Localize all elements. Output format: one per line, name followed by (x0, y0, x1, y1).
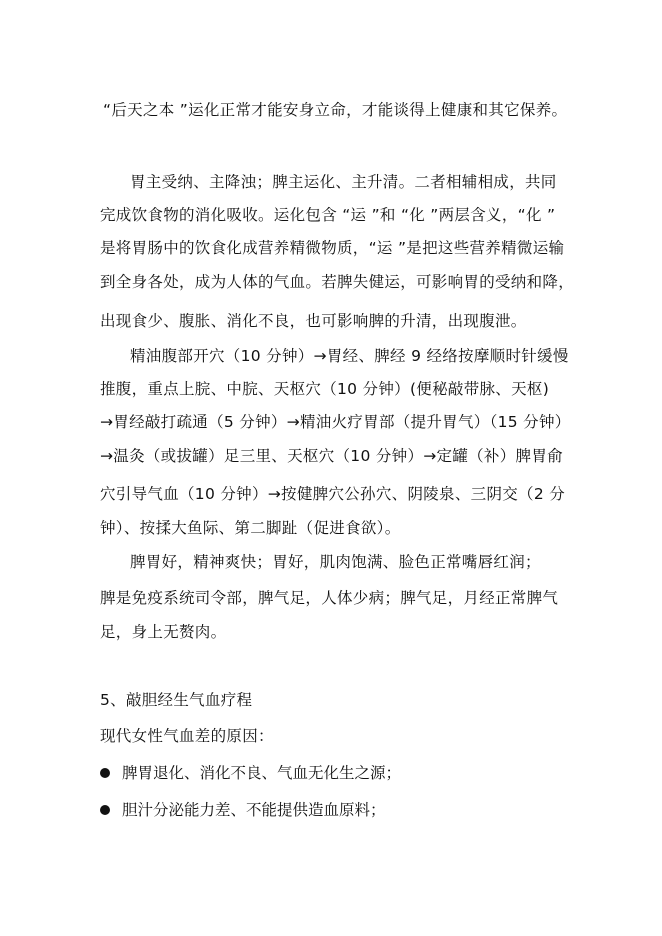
paragraph-line: 足，身上无赘肉。 (100, 623, 227, 641)
paragraph-line: →胃经敲打疏通（5 分钟）→精油火疗胃部（提升胃气）（15 分钟） (100, 413, 571, 431)
bullet-item (100, 763, 401, 783)
bullet-text: 胆汁分泌能力差、不能提供造血原料； (122, 801, 386, 819)
paragraph-line: 推腹，重点上脘、中脘、天枢穴（10 分钟）(便秘敲带脉、天枢) (100, 380, 550, 398)
section-heading: 5、敲胆经生气血疗程 (100, 691, 253, 709)
paragraph-line: 完成饮食物的消化吸收。运化包含 “运 ”和 “化 ”两层含义，“化 ” (100, 206, 556, 224)
paragraph-line: 精油腹部开穴（10 分钟）→胃经、脾经 9 经络按摩顺时针缓慢 (130, 347, 569, 365)
paragraph-line: 到全身各处，成为人体的气血。若脾失健运，可影响胃的受纳和降， (100, 273, 575, 291)
bullet-text: 脾胃退化、消化不良、气血无化生之源； (122, 764, 402, 782)
paragraph-line: 脾是免疫系统司令部，脾气足，人体少病；脾气足，月经正常脾气 (100, 589, 559, 607)
paragraph-line: 胃主受纳、主降浊；脾主运化、主升清。二者相辅相成，共同 (130, 173, 557, 191)
paragraph-line: 是将胃肠中的饮食化成营养精微物质，“运 ”是把这些营养精微运输 (100, 239, 565, 257)
paragraph-line: 钟）、按揉大鱼际、第二脚趾（促进食欲）。 (100, 519, 401, 537)
paragraph-line: “后天之本 ”运化正常才能安身立命，才能谈得上健康和其它保养。 (103, 101, 568, 119)
paragraph-line: 出现食少、腹胀、消化不良，也可影响脾的升清，出现腹泄。 (100, 312, 527, 330)
bullet-item (100, 800, 386, 820)
paragraph-line: →温灸（或拔罐）足三里、天枢穴（10 分钟）→定罐（补）脾胃俞 (100, 447, 563, 465)
bullet-icon (100, 768, 110, 778)
bullet-icon (100, 805, 110, 815)
paragraph-line: 穴引导气血（10 分钟）→按健脾穴公孙穴、阴陵泉、三阴交（2 分 (100, 485, 566, 503)
paragraph-line: 现代女性气血差的原因： (100, 727, 274, 745)
paragraph-line: 脾胃好，精神爽快；胃好，肌肉饱满、脸色正常嘴唇红润； (130, 553, 541, 571)
